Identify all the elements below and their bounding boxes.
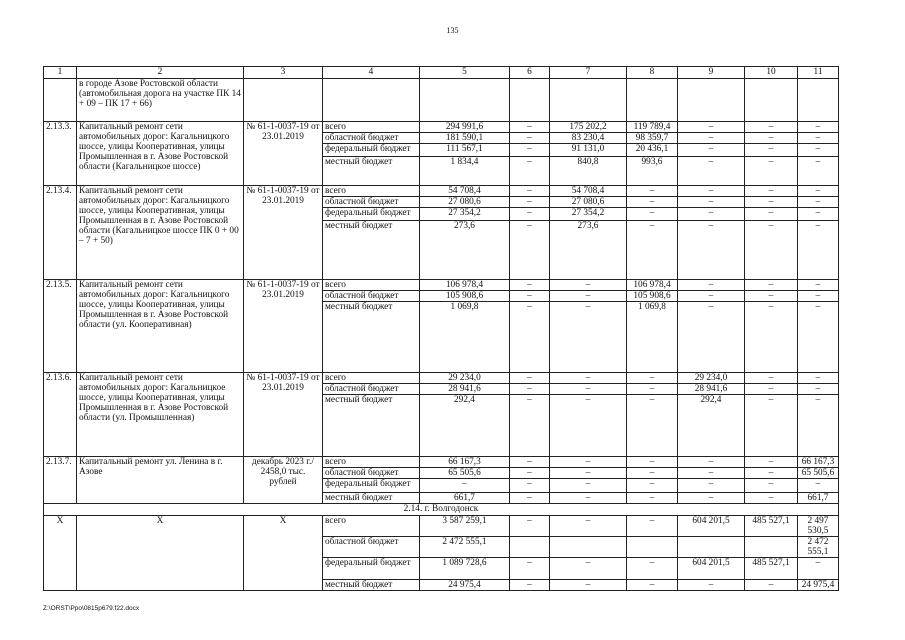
amount-cell: 65 505,6	[420, 468, 510, 479]
amount-cell: 2 472 555,1	[420, 537, 510, 558]
amount-cell: –	[745, 221, 798, 280]
amount-cell: –	[798, 122, 839, 133]
amount-cell: –	[798, 291, 839, 302]
funding-source: всего	[323, 280, 420, 291]
amount-cell: –	[550, 468, 627, 479]
header-row	[44, 67, 839, 79]
amount-cell: –	[510, 479, 550, 493]
amount-cell: –	[550, 302, 627, 373]
amount-cell: –	[678, 157, 745, 186]
amount-cell: 27 354,2	[550, 208, 627, 221]
amount-cell: –	[510, 457, 550, 468]
amount-cell: –	[745, 479, 798, 493]
amount-cell: –	[550, 395, 627, 457]
funding-source: областной бюджет	[323, 291, 420, 302]
item-name: Капитальный ремонт сети автомобильных дорог: Кагальницкого шоссе, улицы Кооперативная, улицы Промышленная в г. Азове Ростовской области (Кагальницкое шоссе)	[77, 122, 244, 186]
funding-source: федеральный бюджет	[323, 479, 420, 493]
file-path: Z:\ORST\Ppo\0815p679.f22.docx	[43, 605, 140, 612]
funding-source: областной бюджет	[323, 468, 420, 479]
header-cell: 1	[44, 67, 77, 79]
amount-cell: –	[678, 302, 745, 373]
amount-cell: 24 975,4	[798, 580, 839, 591]
amount-cell: 66 167,3	[420, 457, 510, 468]
amount-cell: –	[510, 186, 550, 197]
amount-cell: –	[745, 457, 798, 468]
amount-cell: –	[627, 186, 678, 197]
amount-cell: 29 234,0	[678, 373, 745, 384]
amount-cell: 119 789,4	[627, 122, 678, 133]
funding-source: всего	[323, 373, 420, 384]
amount-cell: 54 708,4	[420, 186, 510, 197]
amount-cell: –	[798, 395, 839, 457]
funding-source: местный бюджет	[323, 395, 420, 457]
amount-cell: –	[798, 186, 839, 197]
amount-cell: –	[510, 580, 550, 591]
amount-cell: –	[678, 457, 745, 468]
amount-cell: –	[510, 395, 550, 457]
amount-cell: 28 941,6	[420, 384, 510, 395]
amount-cell: 1 069,8	[627, 302, 678, 373]
amount-cell: –	[745, 302, 798, 373]
amount-cell: –	[678, 580, 745, 591]
amount-cell: –	[678, 144, 745, 157]
amount-cell: –	[420, 479, 510, 493]
amount-cell: 105 908,6	[627, 291, 678, 302]
table-row	[44, 79, 839, 122]
item-document: декабрь 2023 г./ 2458,0 тыс. рублей	[244, 457, 323, 504]
table-row	[44, 122, 839, 133]
amount-cell: 65 505,6	[798, 468, 839, 479]
funding-source: областной бюджет	[323, 537, 420, 558]
budget-table	[43, 66, 839, 591]
amount-cell: –	[510, 558, 550, 580]
amount-cell: –	[510, 493, 550, 504]
section-row	[44, 504, 839, 516]
amount-cell: 1 069,8	[420, 302, 510, 373]
item-document: № 61-1-0037-19 от 23.01.2019	[244, 186, 323, 280]
amount-cell: –	[678, 133, 745, 144]
header-cell: 3	[244, 67, 323, 79]
amount-cell: –	[510, 122, 550, 133]
amount-cell: 181 590,1	[420, 133, 510, 144]
amount-cell: –	[745, 157, 798, 186]
amount-cell: 105 908,6	[420, 291, 510, 302]
amount-cell: 661,7	[420, 493, 510, 504]
header-cell: 4	[323, 67, 420, 79]
item-number: Х	[44, 516, 77, 591]
amount-cell: –	[745, 395, 798, 457]
amount-cell: –	[798, 558, 839, 580]
amount-cell: –	[510, 144, 550, 157]
table-row	[44, 280, 839, 291]
amount-cell: 111 567,1	[420, 144, 510, 157]
item-document: № 61-1-0037-19 от 23.01.2019	[244, 122, 323, 186]
header-cell: 10	[745, 67, 798, 79]
amount-cell: –	[550, 280, 627, 291]
amount-cell: –	[627, 516, 678, 537]
amount-cell	[550, 537, 627, 558]
item-name: Х	[77, 516, 244, 591]
item-number: 2.13.6.	[44, 373, 77, 457]
amount-cell: –	[745, 144, 798, 157]
amount-cell: –	[627, 208, 678, 221]
funding-source: местный бюджет	[323, 221, 420, 280]
amount-cell: –	[627, 558, 678, 580]
item-name: Капитальный ремонт сети автомобильных дорог: Кагальницкого шоссе, улицы Кооперативная, улицы Промышленная в г. Азове Ростовской области (ул. Кооперативная)	[77, 280, 244, 373]
amount-cell: 1 834,4	[420, 157, 510, 186]
amount-cell: 273,6	[420, 221, 510, 280]
amount-cell: 294 991,6	[420, 122, 510, 133]
amount-cell: –	[678, 221, 745, 280]
amount-cell: –	[678, 479, 745, 493]
amount-cell: –	[627, 493, 678, 504]
item-number: 2.13.7.	[44, 457, 77, 504]
amount-cell: 485 527,1	[745, 558, 798, 580]
funding-source: федеральный бюджет	[323, 208, 420, 221]
amount-cell: 27 080,6	[550, 197, 627, 208]
header-cell: 6	[510, 67, 550, 79]
amount-cell: –	[745, 580, 798, 591]
amount-cell: –	[745, 122, 798, 133]
amount-cell: –	[798, 208, 839, 221]
amount-cell: –	[678, 208, 745, 221]
amount-cell: –	[627, 457, 678, 468]
amount-cell: 28 941,6	[678, 384, 745, 395]
funding-source: местный бюджет	[323, 302, 420, 373]
amount-cell: –	[510, 157, 550, 186]
amount-cell: 1 089 728,6	[420, 558, 510, 580]
amount-cell: –	[678, 186, 745, 197]
amount-cell: –	[798, 133, 839, 144]
amount-cell: –	[510, 133, 550, 144]
amount-cell: –	[798, 144, 839, 157]
funding-source: всего	[323, 457, 420, 468]
amount-cell: –	[745, 373, 798, 384]
amount-cell: –	[798, 197, 839, 208]
amount-cell: –	[510, 280, 550, 291]
amount-cell: 661,7	[798, 493, 839, 504]
amount-cell: 840,8	[550, 157, 627, 186]
header-cell: 2	[77, 67, 244, 79]
amount-cell: –	[627, 395, 678, 457]
amount-cell: –	[550, 558, 627, 580]
funding-source: федеральный бюджет	[323, 558, 420, 580]
amount-cell: –	[510, 291, 550, 302]
table-row	[44, 373, 839, 384]
amount-cell: –	[550, 384, 627, 395]
amount-cell: –	[745, 291, 798, 302]
amount-cell: –	[510, 468, 550, 479]
funding-source: областной бюджет	[323, 384, 420, 395]
amount-cell: 993,6	[627, 157, 678, 186]
item-name: Капитальный ремонт ул. Ленина в г. Азове	[77, 457, 244, 504]
funding-source: всего	[323, 186, 420, 197]
item-name: в городе Азове Ростовской области (автомобильная дорога на участке ПК 14 + 09 – ПК 17 + 66)	[77, 79, 244, 122]
amount-cell	[510, 537, 550, 558]
amount-cell: –	[510, 373, 550, 384]
amount-cell: –	[745, 280, 798, 291]
item-name: Капитальный ремонт сети автомобильных дорог: Кагальницкого шоссе, улицы Кооперативная, улицы Промышленная в г. Азове Ростовской области (Кагальницкое шоссе ПК 0 + 00 – 7 + 50)	[77, 186, 244, 280]
funding-source: местный бюджет	[323, 157, 420, 186]
header-cell: 7	[550, 67, 627, 79]
amount-cell: –	[550, 457, 627, 468]
amount-cell: –	[627, 384, 678, 395]
item-number: 2.13.4.	[44, 186, 77, 280]
amount-cell: –	[745, 186, 798, 197]
funding-source: областной бюджет	[323, 133, 420, 144]
amount-cell: 485 527,1	[745, 516, 798, 537]
funding-source: местный бюджет	[323, 493, 420, 504]
amount-cell: 98 359,7	[627, 133, 678, 144]
amount-cell: 24 975,4	[420, 580, 510, 591]
amount-cell: –	[745, 468, 798, 479]
amount-cell: –	[745, 384, 798, 395]
amount-cell: 604 201,5	[678, 516, 745, 537]
amount-cell: –	[510, 384, 550, 395]
amount-cell: –	[510, 208, 550, 221]
amount-cell: –	[550, 580, 627, 591]
amount-cell: –	[678, 468, 745, 479]
amount-cell: 106 978,4	[627, 280, 678, 291]
amount-cell: –	[745, 197, 798, 208]
funding-source: местный бюджет	[323, 580, 420, 591]
header-cell: 11	[798, 67, 839, 79]
amount-cell: 83 230,4	[550, 133, 627, 144]
amount-cell: –	[678, 280, 745, 291]
section-title: 2.14. г. Волгодонск	[44, 504, 839, 516]
amount-cell: 27 080,6	[420, 197, 510, 208]
amount-cell: 20 436,1	[627, 144, 678, 157]
amount-cell: 66 167,3	[798, 457, 839, 468]
header-cell: 5	[420, 67, 510, 79]
table-row	[44, 516, 839, 537]
item-name: Капитальный ремонт сети автомобильных дорог: Кагальницкое шоссе, улицы Кооперативная, улицы Промышленная в г. Азове Ростовской области (ул. Промышленная)	[77, 373, 244, 457]
amount-cell: –	[798, 373, 839, 384]
amount-cell: –	[627, 221, 678, 280]
item-document: Х	[244, 516, 323, 591]
amount-cell: –	[627, 197, 678, 208]
funding-source: федеральный бюджет	[323, 144, 420, 157]
amount-cell: 27 354,2	[420, 208, 510, 221]
amount-cell: –	[550, 479, 627, 493]
amount-cell: 175 202,2	[550, 122, 627, 133]
amount-cell: 91 131,0	[550, 144, 627, 157]
page-number: 135	[446, 26, 459, 35]
funding-source: всего	[323, 516, 420, 537]
header-cell: 9	[678, 67, 745, 79]
amount-cell: –	[510, 516, 550, 537]
amount-cell: 292,4	[420, 395, 510, 457]
header-cell: 8	[627, 67, 678, 79]
amount-cell: –	[550, 493, 627, 504]
amount-cell: 2 472 555,1	[798, 537, 839, 558]
amount-cell: –	[745, 133, 798, 144]
amount-cell: –	[798, 384, 839, 395]
amount-cell: 54 708,4	[550, 186, 627, 197]
amount-cell: 3 587 259,1	[420, 516, 510, 537]
amount-cell: –	[798, 221, 839, 280]
amount-cell	[627, 537, 678, 558]
item-document: № 61-1-0037-19 от 23.01.2019	[244, 280, 323, 373]
amount-cell: 292,4	[678, 395, 745, 457]
amount-cell	[745, 537, 798, 558]
amount-cell: –	[550, 291, 627, 302]
item-document: № 61-1-0037-19 от 23.01.2019	[244, 373, 323, 457]
amount-cell: –	[798, 157, 839, 186]
amount-cell: 604 201,5	[678, 558, 745, 580]
table-row	[44, 186, 839, 197]
table-row	[44, 457, 839, 468]
amount-cell: 2 497 530,5	[798, 516, 839, 537]
amount-cell: –	[550, 373, 627, 384]
amount-cell: –	[510, 302, 550, 373]
amount-cell: –	[627, 373, 678, 384]
funding-source: областной бюджет	[323, 197, 420, 208]
amount-cell: –	[678, 493, 745, 504]
amount-cell: –	[510, 197, 550, 208]
amount-cell	[678, 537, 745, 558]
item-number: 2.13.5.	[44, 280, 77, 373]
amount-cell: –	[798, 280, 839, 291]
item-number: 2.13.3.	[44, 122, 77, 186]
amount-cell: –	[678, 291, 745, 302]
amount-cell: –	[510, 221, 550, 280]
funding-source: всего	[323, 122, 420, 133]
amount-cell: –	[627, 580, 678, 591]
amount-cell: 106 978,4	[420, 280, 510, 291]
amount-cell: –	[745, 208, 798, 221]
amount-cell: –	[627, 479, 678, 493]
amount-cell: –	[627, 468, 678, 479]
amount-cell: 29 234,0	[420, 373, 510, 384]
amount-cell: –	[798, 479, 839, 493]
amount-cell: –	[798, 302, 839, 373]
amount-cell: –	[678, 197, 745, 208]
amount-cell: –	[745, 493, 798, 504]
amount-cell: –	[550, 516, 627, 537]
amount-cell: 273,6	[550, 221, 627, 280]
amount-cell: –	[678, 122, 745, 133]
